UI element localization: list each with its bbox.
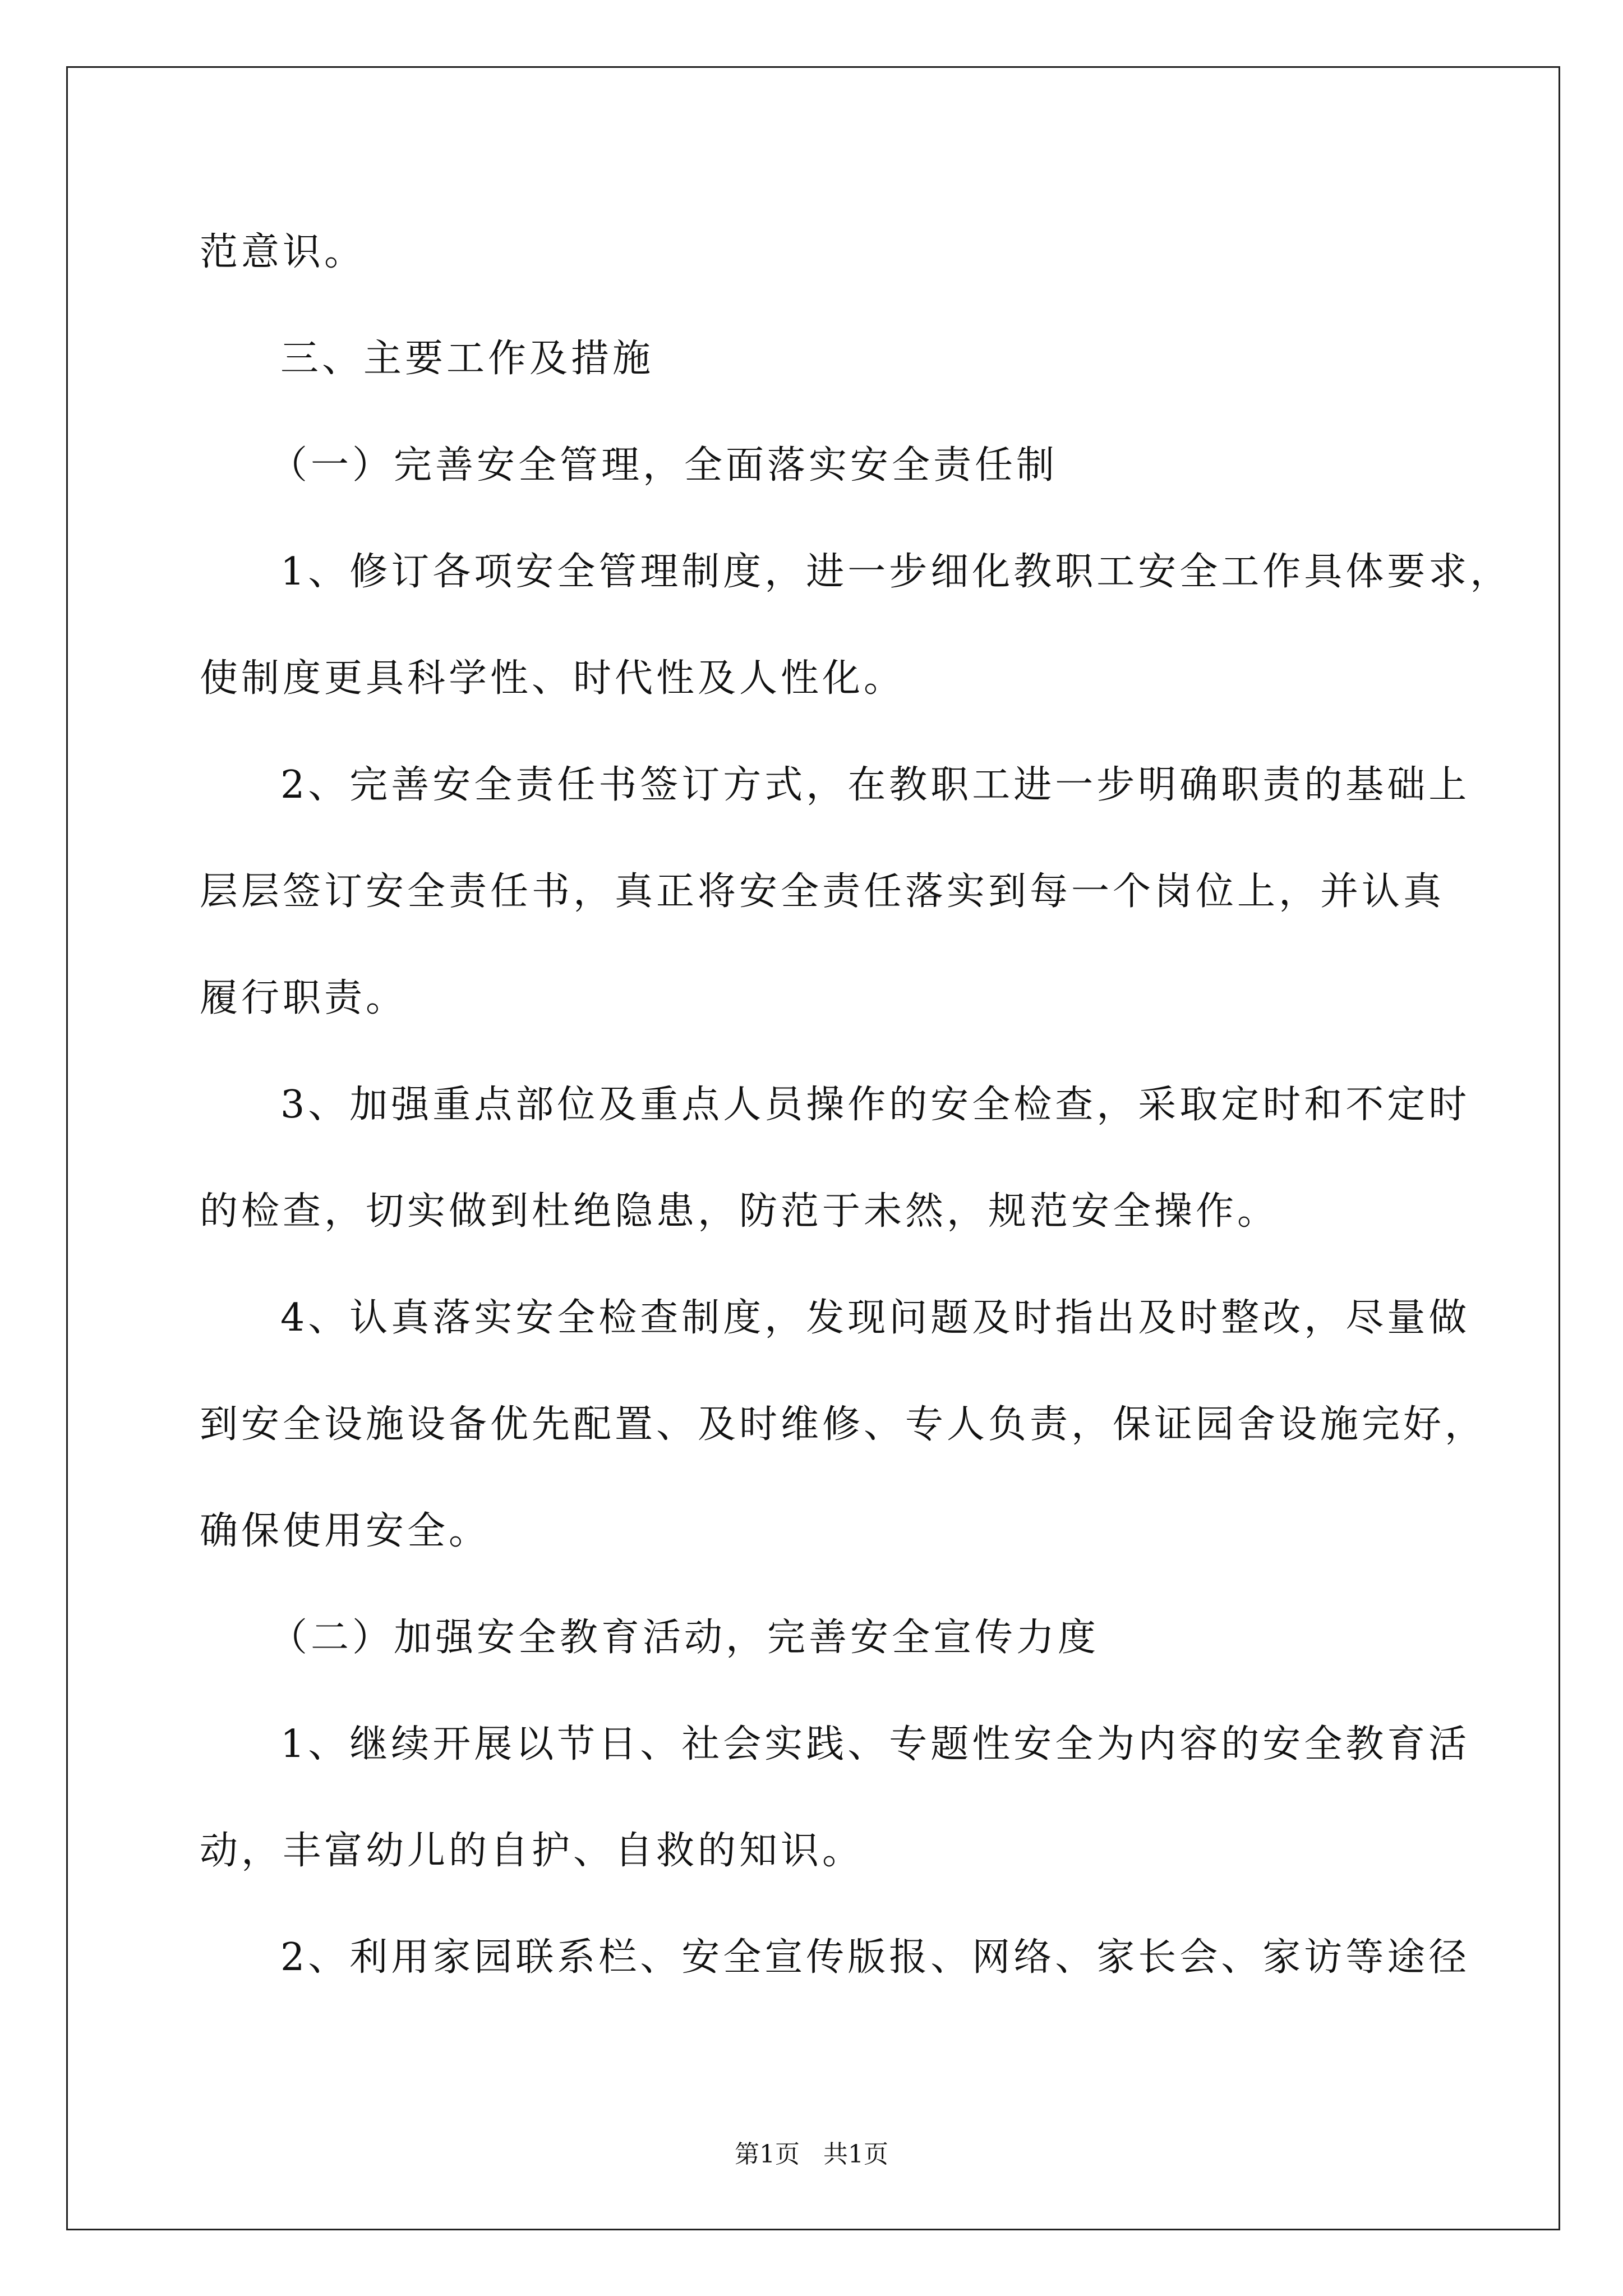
text-line: 1、修订各项安全管理制度，进一步细化教职工安全工作具体要求， bbox=[280, 550, 1512, 594]
text-line: 动，丰富幼儿的自护、自救的知识。 bbox=[200, 1829, 864, 1873]
text-line: 1、继续开展以节日、社会实践、专题性安全为内容的安全教育活 bbox=[280, 1722, 1470, 1766]
section-heading: 三、主要工作及措施 bbox=[280, 337, 654, 381]
subsection-heading: （一）完善安全管理，全面落实安全责任制 bbox=[269, 443, 1058, 487]
text-line: 2、利用家园联系栏、安全宣传版报、网络、家长会、家访等途径 bbox=[280, 1935, 1470, 1980]
text-line: 确保使用安全。 bbox=[200, 1509, 491, 1553]
text-line: 履行职责。 bbox=[200, 976, 408, 1020]
text-line: 使制度更具科学性、时代性及人性化。 bbox=[200, 656, 906, 701]
text-line: 层层签订安全责任书，真正将安全责任落实到每一个岗位上，并认真 bbox=[200, 869, 1445, 914]
text-line: 的检查，切实做到杜绝隐患，防范于未然，规范安全操作。 bbox=[200, 1189, 1279, 1234]
page-border bbox=[66, 66, 1560, 2230]
subsection-heading: （二）加强安全教育活动，完善安全宣传力度 bbox=[269, 1616, 1100, 1660]
text-line: 到安全设施设备优先配置、及时维修、专人负责，保证园舍设施完好， bbox=[200, 1402, 1487, 1447]
text-line: 4、认真落实安全检查制度，发现问题及时指出及时整改，尽量做 bbox=[280, 1296, 1470, 1340]
text-line: 3、加强重点部位及重点人员操作的安全检查，采取定时和不定时 bbox=[280, 1083, 1470, 1127]
text-line: 2、完善安全责任书签订方式，在教职工进一步明确职责的基础上 bbox=[280, 763, 1470, 807]
text-line: 范意识。 bbox=[200, 230, 366, 274]
page-footer: 第1页 共1页 bbox=[735, 2140, 888, 2169]
